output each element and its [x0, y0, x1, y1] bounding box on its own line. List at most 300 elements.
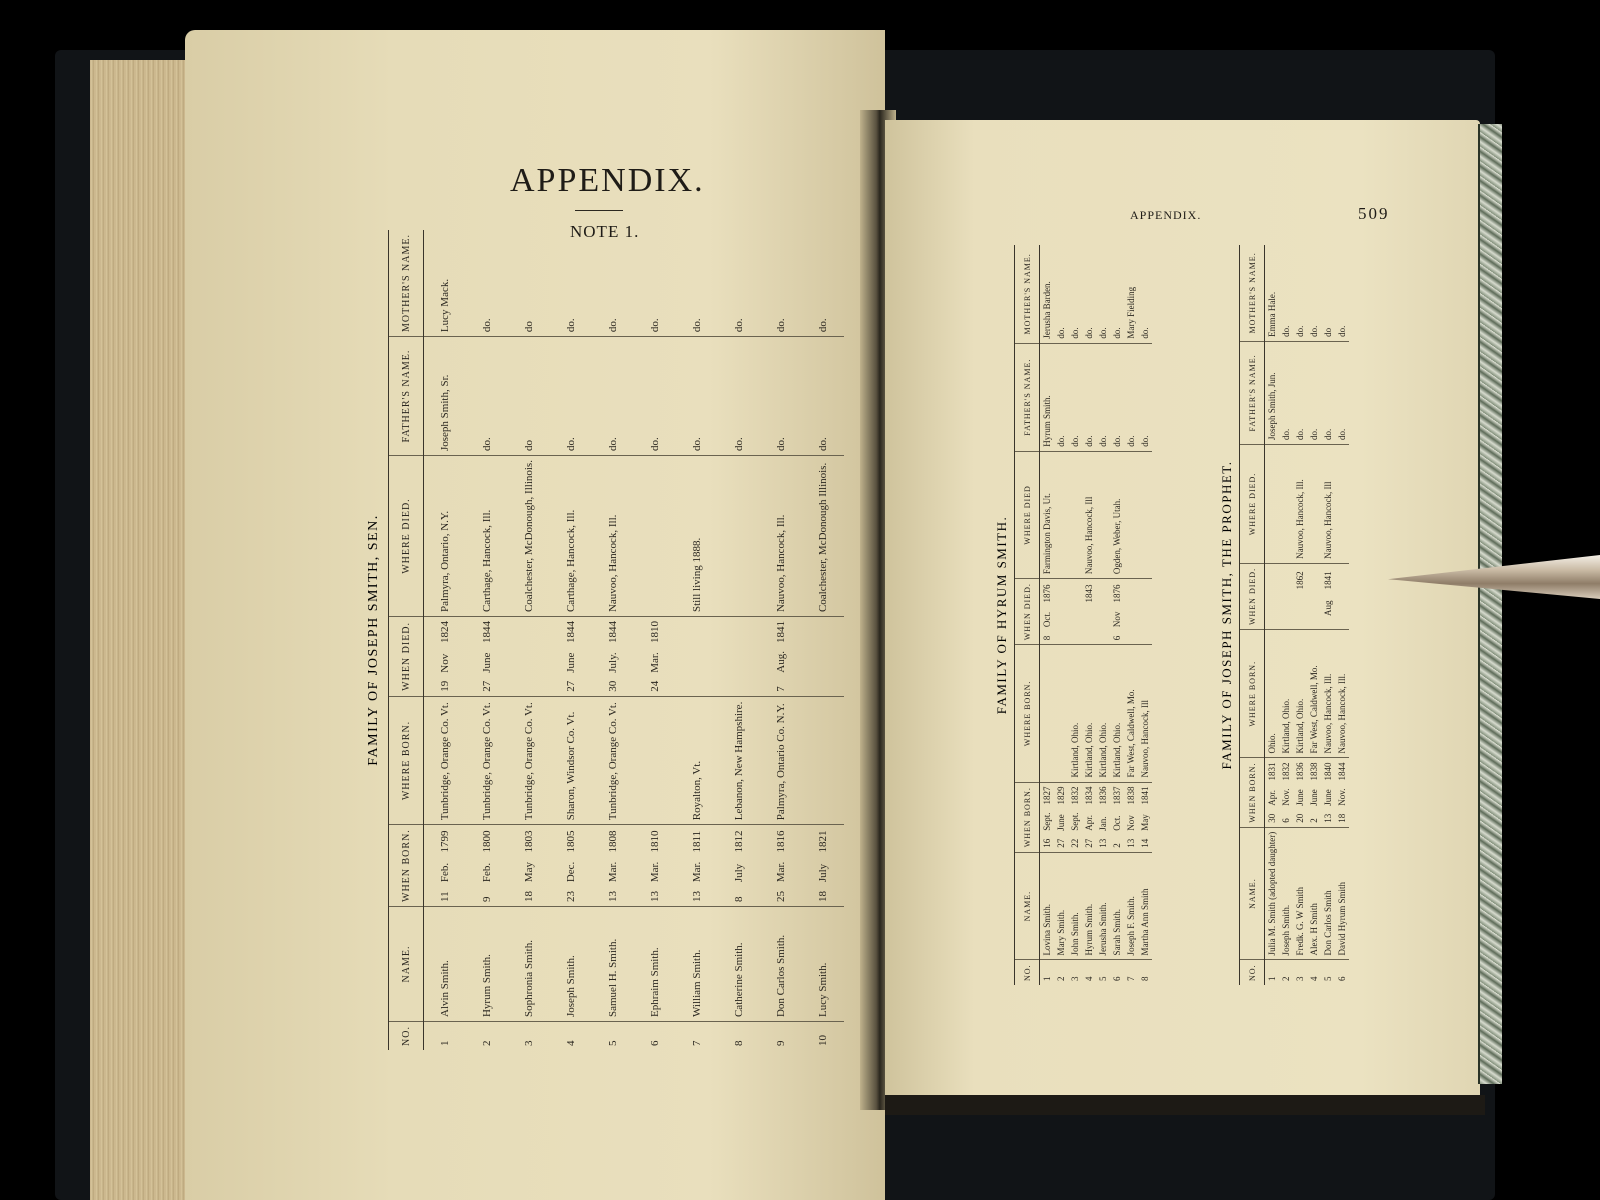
cell-by: 1832	[1281, 762, 1291, 781]
marbled-edge	[1478, 124, 1502, 1084]
cell-mother: do.	[1054, 245, 1068, 343]
col-header: WHEN DIED.	[389, 617, 424, 697]
cell-by: 1834	[1084, 786, 1094, 805]
cell-mother: do.	[1110, 245, 1124, 343]
col-header: FATHER'S NAME.	[1015, 343, 1040, 451]
cell-name: Don Carlos Smith.	[760, 906, 802, 1021]
table-row	[508, 230, 550, 1050]
cell-dd	[1335, 620, 1349, 630]
cell-by: 1836	[1295, 762, 1305, 781]
cell-dy: 1862	[1295, 571, 1305, 590]
cell-bd: 27	[1054, 835, 1068, 853]
cell-bd: 13	[634, 886, 676, 906]
cell-dm	[508, 647, 550, 677]
cell-bd: 20	[1293, 810, 1307, 828]
cell-name: Fredk. G. W Smith	[1293, 827, 1307, 960]
cell-no: 3	[1070, 976, 1080, 981]
cell-by: 1829	[1056, 786, 1066, 805]
cell-dy	[1054, 579, 1068, 607]
cell-name: Ephraim Smith.	[634, 906, 676, 1021]
cell-dd	[1307, 620, 1321, 630]
cell-dd: 27	[550, 677, 592, 697]
cell-dy	[1265, 563, 1280, 593]
cell-bm: Feb.	[439, 862, 451, 883]
cell-dm	[1265, 593, 1280, 620]
cell-bm: Apr.	[1267, 789, 1277, 806]
table-row	[676, 230, 718, 1050]
cell-mother: do.	[1082, 245, 1096, 343]
cell-dd	[1068, 631, 1082, 645]
cell-name: Lovina Smith.	[1040, 852, 1055, 960]
cell-bp: Tunbridge, Orange Co. Vt.	[508, 696, 550, 824]
cell-name: Hyrum Smith.	[466, 906, 508, 1021]
page-edges	[90, 60, 200, 1200]
cell-bp: Far West, Caldwell, Mo.	[1124, 645, 1138, 782]
cell-bm: July	[817, 863, 829, 883]
note-label: NOTE 1.	[570, 222, 640, 241]
cell-bd: 16	[1040, 835, 1055, 853]
cell-bd: 14	[1138, 835, 1152, 853]
cell-no: 2	[481, 1040, 493, 1046]
cell-dd	[508, 677, 550, 697]
table-row	[802, 230, 844, 1050]
cell-dp: Farmington Davis, Ut.	[1040, 451, 1055, 578]
cell-mother: do.	[676, 230, 718, 337]
cell-name: Catherine Smith.	[718, 906, 760, 1021]
cell-dp	[1279, 445, 1293, 564]
cell-bd: 2	[1307, 810, 1321, 828]
col-header: WHERE BORN.	[1015, 645, 1040, 782]
cell-dd	[718, 677, 760, 697]
col-header: MOTHER'S NAME.	[389, 230, 424, 337]
cell-bp: Kirtland, Ohio.	[1110, 645, 1124, 782]
cell-dp: Coalchester, McDonough Illinois.	[802, 456, 844, 617]
cell-dd	[1265, 620, 1280, 630]
cell-no: 8	[733, 1040, 745, 1046]
table-caption: FAMILY OF HYRUM SMITH.	[994, 515, 1009, 715]
table-row	[1138, 245, 1152, 985]
table-row	[1307, 245, 1321, 985]
cell-dd	[1054, 631, 1068, 645]
cell-dm	[1082, 606, 1096, 631]
cell-no: 4	[1084, 976, 1094, 981]
cell-father: do.	[676, 337, 718, 456]
cell-bp: Tunbridge, Orange Co. Vt.	[466, 696, 508, 824]
cell-bp: Sharon, Windsor Co. Vt.	[550, 696, 592, 824]
cell-mother: do.	[1068, 245, 1082, 343]
cell-dp	[1054, 451, 1068, 578]
title-rule	[575, 210, 623, 211]
cell-dp: Nauvoo, Hancock, Ill.	[592, 456, 634, 617]
cell-dy: 1810	[649, 621, 661, 644]
cell-dm: Aug.	[775, 651, 787, 673]
cell-dp: Coalchester, McDonough, Illinois.	[508, 456, 550, 617]
table-row	[550, 230, 592, 1050]
cell-bm: June	[1323, 789, 1333, 806]
cell-bp	[802, 696, 844, 824]
cell-dp	[1138, 451, 1152, 578]
cell-name: Don Carlos Smith	[1321, 827, 1335, 960]
table-row	[718, 230, 760, 1050]
cell-father: Joseph Smith, Sr.	[424, 337, 467, 456]
table-row	[1082, 245, 1096, 985]
col-header: WHEN DIED.	[1240, 563, 1265, 629]
cell-bp: Tunbridge, Orange Co. Vt.	[592, 696, 634, 824]
cell-father: do.	[802, 337, 844, 456]
cell-name: Alex. H Smith	[1307, 827, 1321, 960]
cell-mother: do.	[802, 230, 844, 337]
cell-name: Lucy Smith.	[802, 906, 844, 1021]
cell-father: do	[508, 337, 550, 456]
cell-mother: do.	[466, 230, 508, 337]
cell-bp	[634, 696, 676, 824]
table-row	[1054, 245, 1068, 985]
cell-bd: 25	[760, 886, 802, 906]
page-number: 509	[1358, 204, 1390, 223]
cell-mother: do	[1321, 245, 1335, 341]
cell-mother: do.	[1335, 245, 1349, 341]
cell-dm	[1279, 593, 1293, 620]
cell-dd	[1082, 631, 1096, 645]
cell-name: Joseph Smith.	[1279, 827, 1293, 960]
cell-mother: Lucy Mack.	[424, 230, 467, 337]
cell-dm	[1293, 593, 1307, 620]
cell-father: do.	[466, 337, 508, 456]
cell-no: 1	[1042, 976, 1052, 981]
col-header: WHEN DIED.	[1015, 579, 1040, 645]
cell-mother: do.	[634, 230, 676, 337]
table-row	[424, 230, 467, 1050]
table-row	[634, 230, 676, 1050]
cell-dm: June	[481, 652, 493, 673]
cell-no: 5	[607, 1040, 619, 1046]
cell-dy: 1824	[439, 621, 451, 644]
cell-no: 7	[1126, 976, 1136, 981]
cell-dm	[802, 647, 844, 677]
cell-dp	[1068, 451, 1082, 578]
table-row	[1096, 245, 1110, 985]
cell-dm: Aug	[1323, 600, 1333, 616]
cell-bm: Apr.	[1084, 815, 1094, 831]
cell-bp: Kirtland, Ohio.	[1082, 645, 1096, 782]
cell-dp: Nauvoo, Hancock, Ill	[1082, 451, 1096, 578]
cell-dy: 1841	[775, 621, 787, 644]
cell-bm: Dec.	[565, 861, 577, 883]
cell-bm: Oct.	[1112, 815, 1122, 831]
cell-bd: 8	[718, 886, 760, 906]
cell-dy	[676, 617, 718, 648]
cell-name: Mary Smith.	[1054, 852, 1068, 960]
cell-bm: Sept.	[1070, 812, 1080, 831]
cell-bm: May	[1140, 814, 1150, 831]
right-page	[885, 120, 1480, 1095]
cell-dd: 19	[424, 677, 467, 697]
cell-no: 5	[1098, 976, 1108, 981]
table-row	[1279, 245, 1293, 985]
cell-dm	[1138, 606, 1152, 631]
cell-mother: Jerusha Barden.	[1040, 245, 1055, 343]
cell-dp: Nauvoo, Hancock, Ill.	[1293, 445, 1307, 564]
cell-dd: 8	[1040, 631, 1055, 645]
cell-no: 2	[1281, 976, 1291, 981]
cell-by: 1838	[1126, 786, 1136, 805]
cell-dm	[718, 647, 760, 677]
col-header: FATHER'S NAME.	[1240, 341, 1265, 444]
cell-dp: Ogden, Weber, Utah.	[1110, 451, 1124, 578]
cell-dy	[508, 617, 550, 648]
col-header: NO.	[389, 1022, 424, 1050]
cell-dp: Palmyra, Ontario, N.Y.	[424, 456, 467, 617]
cell-dm: July.	[607, 652, 619, 673]
cell-by: 1811	[691, 830, 703, 853]
table-row	[592, 230, 634, 1050]
cell-dy	[1068, 579, 1082, 607]
cell-dd	[676, 677, 718, 697]
cell-bp: Nauvoo, Hancock, Ill.	[1335, 630, 1349, 758]
cell-father: do.	[1321, 341, 1335, 444]
cell-bp: Kirtland, Ohio.	[1068, 645, 1082, 782]
cell-dy	[1279, 563, 1293, 593]
table-hyrum-smith	[990, 245, 1152, 985]
cell-name: Sarah Smith.	[1110, 852, 1124, 960]
cell-dy: 1841	[1323, 571, 1333, 590]
running-head: APPENDIX.	[1130, 208, 1202, 222]
cell-name: Sophronia Smith.	[508, 906, 550, 1021]
cell-father: do.	[1279, 341, 1293, 444]
col-header: NAME.	[389, 906, 424, 1021]
cell-bd: 18	[802, 886, 844, 906]
cell-bd: 18	[508, 886, 550, 906]
cell-bp: Kirtland, Ohio.	[1293, 630, 1307, 758]
cell-no: 1	[1267, 976, 1277, 981]
cell-mother: do.	[1138, 245, 1152, 343]
cell-mother: do.	[1096, 245, 1110, 343]
cell-by: 1838	[1309, 762, 1319, 781]
cell-dy	[1307, 563, 1321, 593]
cell-dp	[1265, 445, 1280, 564]
table-row	[1110, 245, 1124, 985]
cell-bp	[1040, 645, 1055, 782]
cell-dm	[1335, 593, 1349, 620]
cell-bp: Ohio.	[1265, 630, 1280, 758]
cell-dp: Nauvoo, Hancock, Ill	[1321, 445, 1335, 564]
cell-no: 6	[1337, 976, 1347, 981]
cell-dy	[1124, 579, 1138, 607]
cell-mother: do.	[1293, 245, 1307, 341]
cell-by: 1808	[607, 830, 619, 853]
cell-bm: Feb.	[481, 862, 493, 883]
cell-dp	[1335, 445, 1349, 564]
cell-dp	[1124, 451, 1138, 578]
cell-bm: Nov.	[1337, 788, 1347, 806]
cell-mother: do.	[1307, 245, 1321, 341]
cell-father: do.	[592, 337, 634, 456]
cell-dy: 1876	[1042, 584, 1052, 603]
cell-no: 5	[1323, 976, 1333, 981]
cell-bd: 13	[592, 886, 634, 906]
cell-dm: Oct.	[1042, 611, 1052, 628]
cell-dd	[1096, 631, 1110, 645]
cell-mother: do.	[550, 230, 592, 337]
cell-dy	[718, 617, 760, 648]
cell-dm: Mar.	[649, 652, 661, 673]
cell-name: Alvin Smith.	[424, 906, 467, 1021]
cell-dd	[802, 677, 844, 697]
cell-dm	[1096, 606, 1110, 631]
cell-father: do.	[1068, 343, 1082, 451]
cell-mother: Emma Hale.	[1265, 245, 1280, 341]
cell-name: Jerusha Smith.	[1096, 852, 1110, 960]
cell-dp: Still living 1888.	[676, 456, 718, 617]
cell-bd: 11	[424, 886, 467, 906]
col-header: MOTHER'S NAME.	[1240, 245, 1265, 341]
table-row	[466, 230, 508, 1050]
cell-bm: Nov.	[1281, 788, 1291, 806]
cell-mother: do.	[1279, 245, 1293, 341]
cell-no: 8	[1140, 976, 1150, 981]
cell-dd	[1279, 620, 1293, 630]
cell-father: do.	[1307, 341, 1321, 444]
cell-no: 4	[565, 1040, 577, 1046]
cell-bp: Tunbridge, Orange Co. Vt.	[424, 696, 467, 824]
cell-dp	[718, 456, 760, 617]
cell-bp: Far West, Caldwell, Mo.	[1307, 630, 1321, 758]
cell-dy	[1335, 563, 1349, 593]
cell-bp: Nauvoo, Hancock, Ill	[1138, 645, 1152, 782]
cell-dy	[1096, 579, 1110, 607]
table-row	[1335, 245, 1349, 985]
cell-bm: Mar.	[649, 861, 661, 883]
cell-mother: Mary Fielding	[1124, 245, 1138, 343]
col-header: MOTHER'S NAME.	[1015, 245, 1040, 343]
cell-no: 2	[1056, 976, 1066, 981]
cell-dd	[1293, 620, 1307, 630]
table-joseph-smith-sen	[360, 230, 844, 1050]
cell-father: do.	[1335, 341, 1349, 444]
col-header: WHEN BORN.	[389, 825, 424, 907]
cell-bm: Nov	[1126, 815, 1136, 831]
cell-father: do.	[760, 337, 802, 456]
cell-bd: 13	[1096, 835, 1110, 853]
cell-bd: 13	[1321, 810, 1335, 828]
cell-father: do.	[1110, 343, 1124, 451]
cell-bm: Mar.	[691, 861, 703, 883]
cell-dy: 1844	[565, 621, 577, 644]
cell-father: Joseph Smith, Jun.	[1265, 341, 1280, 444]
cell-by: 1831	[1267, 762, 1277, 781]
cell-no: 6	[649, 1040, 661, 1046]
cell-by: 1812	[733, 830, 745, 853]
cell-by: 1810	[649, 830, 661, 853]
cell-bm: Jan.	[1098, 816, 1108, 831]
cell-name: Samuel H. Smith.	[592, 906, 634, 1021]
cell-dm	[1124, 606, 1138, 631]
cell-by: 1837	[1112, 786, 1122, 805]
cell-no: 3	[1295, 976, 1305, 981]
cell-by: 1799	[439, 830, 451, 853]
cell-no: 9	[775, 1040, 787, 1046]
cell-by: 1832	[1070, 786, 1080, 805]
cell-dy	[802, 617, 844, 648]
table-row	[1321, 245, 1335, 985]
table-caption: FAMILY OF JOSEPH SMITH, SEN.	[366, 514, 381, 766]
cell-dd: 7	[760, 677, 802, 697]
cell-dm: Nov	[1112, 611, 1122, 628]
cell-bm: Mar.	[775, 861, 787, 883]
cell-father: do.	[1096, 343, 1110, 451]
table-caption: FAMILY OF JOSEPH SMITH, THE PROPHET.	[1219, 460, 1234, 770]
table-row	[1293, 245, 1307, 985]
col-header: WHERE BORN.	[389, 696, 424, 824]
cell-no: 1	[439, 1040, 451, 1046]
cell-by: 1844	[1337, 762, 1347, 781]
cell-father: do.	[1054, 343, 1068, 451]
cell-dm: June	[565, 652, 577, 673]
cell-no: 4	[1309, 976, 1319, 981]
cell-bp: Kirtland, Ohio.	[1096, 645, 1110, 782]
cell-dp: Carthage, Hancock, Ill.	[466, 456, 508, 617]
table-row	[1068, 245, 1082, 985]
cell-dd	[1138, 631, 1152, 645]
cell-dm: Nov	[439, 653, 451, 673]
cell-dd: 30	[592, 677, 634, 697]
cell-bp: Nauvoo, Hancock, Ill.	[1321, 630, 1335, 758]
table-row	[760, 230, 802, 1050]
cell-by: 1821	[817, 830, 829, 853]
cell-father: do.	[550, 337, 592, 456]
cell-bp: Lebanon, New Hampshire.	[718, 696, 760, 824]
col-header: WHEN BORN.	[1240, 758, 1265, 827]
cell-mother: do.	[592, 230, 634, 337]
cell-by: 1827	[1042, 786, 1052, 805]
cell-dp	[634, 456, 676, 617]
cell-bm: June	[1309, 789, 1319, 806]
cell-bd: 23	[550, 886, 592, 906]
cell-bp	[1054, 645, 1068, 782]
cell-dd: 24	[634, 677, 676, 697]
cell-bd: 22	[1068, 835, 1082, 853]
cell-by: 1816	[775, 830, 787, 853]
cell-dp	[1096, 451, 1110, 578]
col-header: WHEN BORN.	[1015, 782, 1040, 852]
cell-dy: 1844	[481, 621, 493, 644]
cell-by: 1840	[1323, 762, 1333, 781]
cell-bd: 6	[1279, 810, 1293, 828]
cell-dy	[1138, 579, 1152, 607]
cell-dp: Carthage, Hancock, Ill.	[550, 456, 592, 617]
page-shadow	[885, 1095, 1485, 1115]
cell-father: do.	[718, 337, 760, 456]
cell-dd	[1124, 631, 1138, 645]
cell-name: Hyrum Smith.	[1082, 852, 1096, 960]
cell-bd: 9	[466, 886, 508, 906]
cell-dp: Nauvoo, Hancock, Ill.	[760, 456, 802, 617]
col-header: WHERE DIED.	[1240, 445, 1265, 564]
cell-name: Joseph Smith.	[550, 906, 592, 1021]
cell-dy: 1843	[1084, 584, 1094, 603]
col-header: WHERE BORN.	[1240, 630, 1265, 758]
cell-bd: 18	[1335, 810, 1349, 828]
cell-name: David Hyrum Smith	[1335, 827, 1349, 960]
cell-name: John Smith.	[1068, 852, 1082, 960]
col-header: WHERE DIED	[1015, 451, 1040, 578]
cell-name: William Smith.	[676, 906, 718, 1021]
cell-mother: do	[508, 230, 550, 337]
cell-bp: Palmyra, Ontario Co. N.Y.	[760, 696, 802, 824]
cell-bp: Kirtland, Ohio.	[1279, 630, 1293, 758]
cell-father: do.	[1082, 343, 1096, 451]
cell-bm: June	[1056, 814, 1066, 831]
